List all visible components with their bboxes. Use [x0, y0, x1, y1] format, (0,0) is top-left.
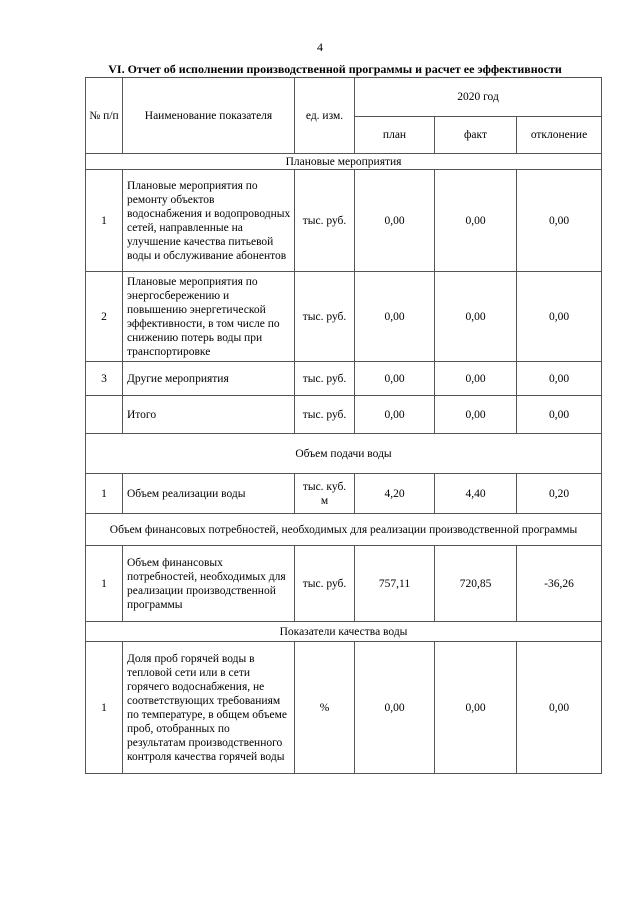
header-unit: ед. изм.: [295, 78, 355, 154]
header-plan: план: [355, 117, 435, 154]
table-row: [86, 272, 602, 362]
row-name: Плановые мероприятия по ремонту объектов водоснабжения и водопроводных сетей, направленные на улучшение качества питьевой воды и обслуживание абонентов: [123, 170, 295, 272]
section-row: [86, 622, 602, 642]
row-plan: 0,00: [355, 272, 435, 362]
row-deviation: 0,00: [517, 642, 602, 774]
page-number: 4: [317, 40, 323, 54]
table-row: [86, 642, 602, 774]
section-title: Объем финансовых потребностей, необходимых для реализации производственной программы: [86, 514, 602, 546]
row-unit: тыс. руб.: [295, 546, 355, 622]
header-row-top: [86, 78, 602, 117]
table-row: [86, 362, 602, 396]
header-year: 2020 год: [355, 78, 602, 117]
row-plan: 0,00: [355, 396, 435, 434]
row-unit: %: [295, 642, 355, 774]
row-unit: тыс. руб.: [295, 396, 355, 434]
row-plan: 4,20: [355, 474, 435, 514]
row-num: 1: [86, 474, 123, 514]
row-fact: 0,00: [435, 642, 517, 774]
header-fact: факт: [435, 117, 517, 154]
row-name: Объем реализации воды: [123, 474, 295, 514]
row-num: 2: [86, 272, 123, 362]
row-deviation: -36,26: [517, 546, 602, 622]
table-row: [86, 170, 602, 272]
section-row: [86, 434, 602, 474]
row-fact: 0,00: [435, 396, 517, 434]
row-name: Плановые мероприятия по энергосбережению и повышению энергетической эффективности, в том числе по снижению потерь воды при транспортировке: [123, 272, 295, 362]
row-deviation: 0,00: [517, 272, 602, 362]
row-deviation: 0,20: [517, 474, 602, 514]
row-unit: тыс. куб. м: [295, 474, 355, 514]
row-num: [86, 396, 123, 434]
row-num: 1: [86, 546, 123, 622]
row-plan: 757,11: [355, 546, 435, 622]
row-unit: тыс. руб.: [295, 362, 355, 396]
row-fact: 720,85: [435, 546, 517, 622]
header-name: Наименование показателя: [123, 78, 295, 154]
row-deviation: 0,00: [517, 362, 602, 396]
row-unit: тыс. руб.: [295, 272, 355, 362]
row-name: Итого: [123, 396, 295, 434]
row-fact: 0,00: [435, 362, 517, 396]
section-row: [86, 514, 602, 546]
row-name: Доля проб горячей воды в тепловой сети или в сети горячего водоснабжения, не соответствующих требованиям по температуре, в общем объеме проб, отобранных по результатам производственного контроля качества горячей воды: [123, 642, 295, 774]
row-plan: 0,00: [355, 642, 435, 774]
row-deviation: 0,00: [517, 170, 602, 272]
row-unit: тыс. руб.: [295, 170, 355, 272]
header-deviation: отклонение: [517, 117, 602, 154]
row-fact: 4,40: [435, 474, 517, 514]
row-name: Объем финансовых потребностей, необходимых для реализации производственной программы: [123, 546, 295, 622]
row-fact: 0,00: [435, 272, 517, 362]
table-row: [86, 474, 602, 514]
section-title: Объем подачи воды: [86, 434, 602, 474]
section-title: Показатели качества воды: [86, 622, 602, 642]
row-plan: 0,00: [355, 362, 435, 396]
section-title: Плановые мероприятия: [86, 154, 602, 170]
table-row-total: [86, 396, 602, 434]
header-num: № п/п: [86, 78, 123, 154]
document-title: VI. Отчет об исполнении производственной программы и расчет ее эффективности: [108, 62, 562, 76]
row-num: 1: [86, 170, 123, 272]
report-table: [85, 77, 602, 774]
row-num: 1: [86, 642, 123, 774]
table-row: [86, 546, 602, 622]
row-fact: 0,00: [435, 170, 517, 272]
section-row: [86, 154, 602, 170]
row-plan: 0,00: [355, 170, 435, 272]
row-name: Другие мероприятия: [123, 362, 295, 396]
row-deviation: 0,00: [517, 396, 602, 434]
row-num: 3: [86, 362, 123, 396]
